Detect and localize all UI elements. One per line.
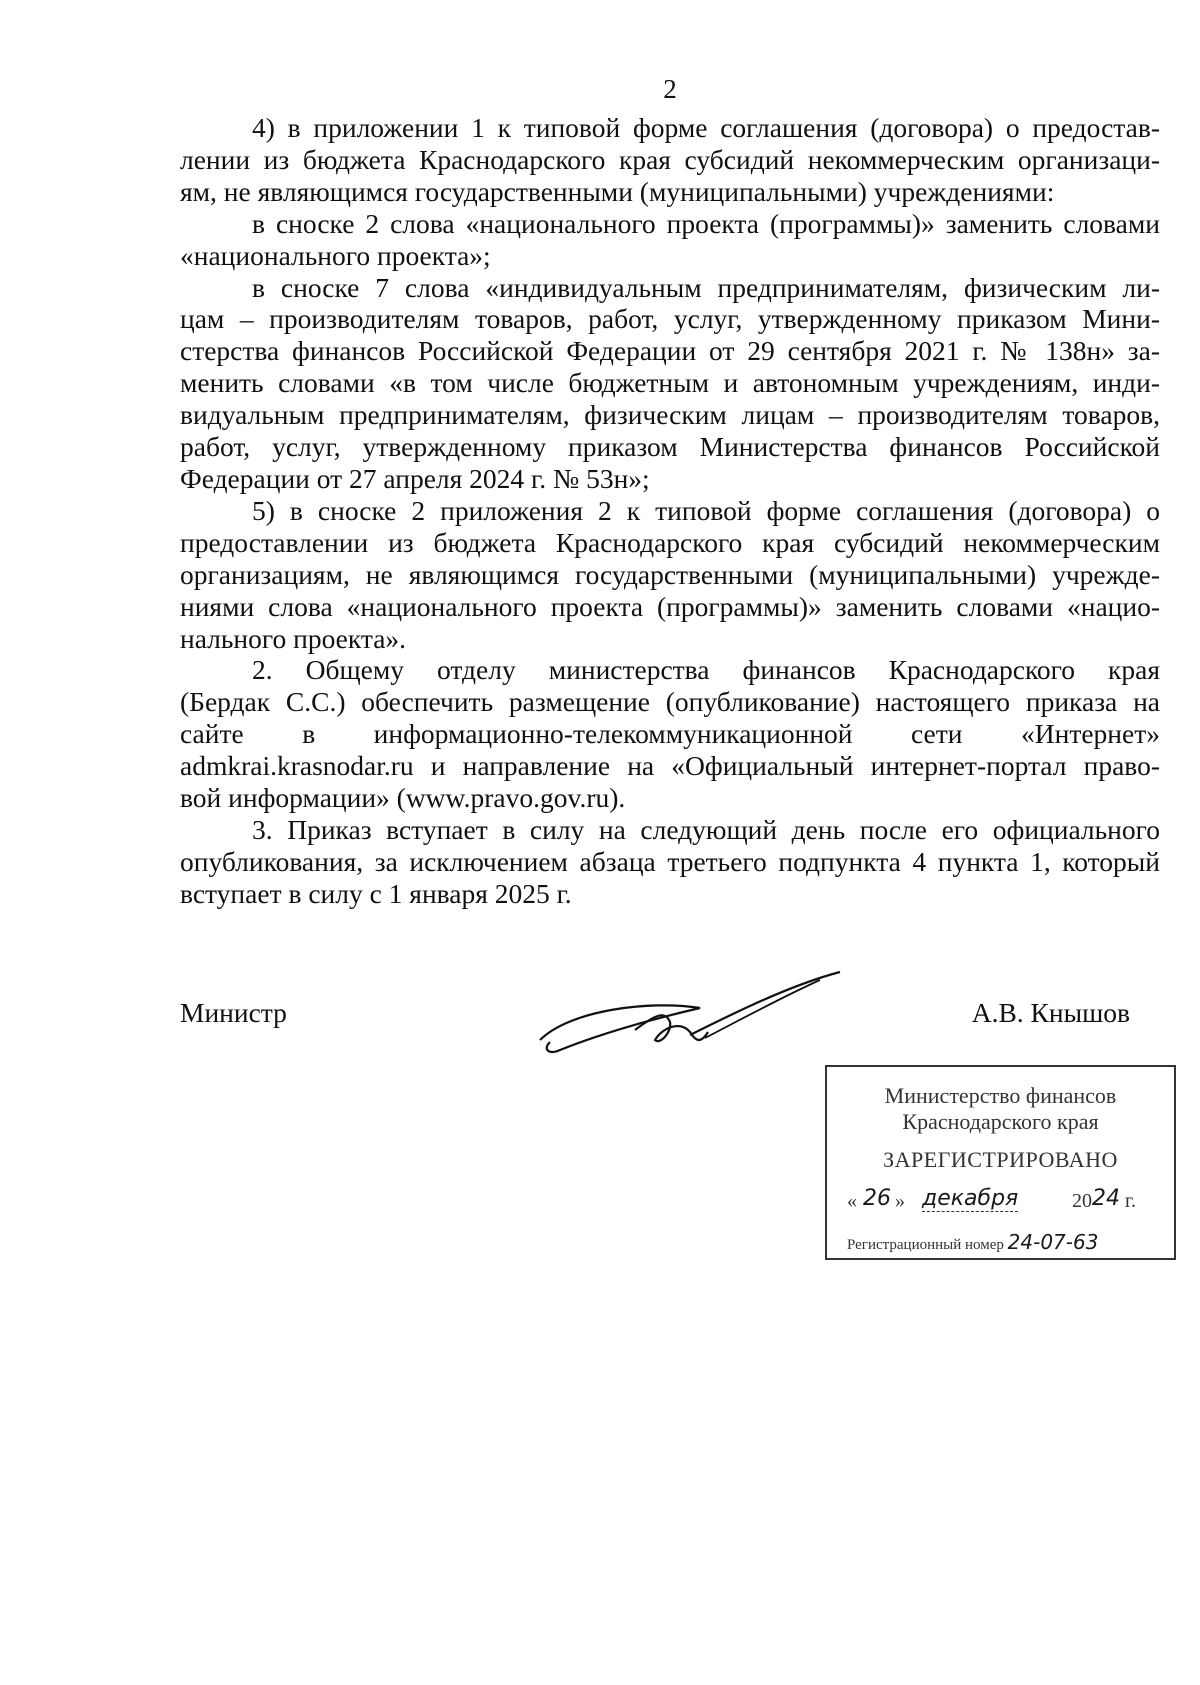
stamp-close-quote: » [895,1190,905,1212]
paragraph-line: 2. Общему отделу министерства финансов Краснодарского края [252,654,1160,686]
stamp-day: 26 [863,1186,891,1211]
paragraph-line: 4) в приложении 1 к типовой форме соглашения (договора) о предостав- [252,112,1160,143]
paragraph-line: 5) в сноске 2 приложения 2 к типовой форме соглашения (договора) о [252,494,1160,526]
paragraph-line: admkrai.krasnodar.ru и направление на «Официальный интернет-портал право- [180,750,1160,782]
paragraph-line: организациям, не являющимся государственными (муниципальными) учрежде- [180,558,1160,590]
paragraph-line: менить словами «в том числе бюджетным и автономным учреждениям, инди- [180,367,1160,399]
paragraph-line: вступает в силу с 1 января 2025 г. [180,877,572,909]
paragraph-line: в сноске 7 слова «индивидуальным предпринимателям, физическим ли- [252,271,1160,303]
stamp-year-suffix: 24 [1092,1186,1120,1211]
stamp-month: декабря [922,1186,1019,1211]
paragraph-line: «национального проекта»; [180,239,491,271]
paragraph-line: опубликования, за исключением абзаца третьего подпункта 4 пункта 1, который [180,845,1160,877]
stamp-date [847,1186,1164,1220]
document-body [180,112,1160,910]
paragraph-line: сайте в информационно-телекоммуникационной сети «Интернет» [180,718,1160,750]
stamp-reg-label: Регистрационный номер [847,1237,1004,1253]
stamp-open-quote: « [847,1190,857,1212]
stamp-registration [847,1230,1164,1254]
paragraph-line: видуальным предпринимателям, физическим лицам – производителям товаров, [180,399,1160,431]
stamp-year-prefix: 20 [1072,1190,1092,1212]
registration-stamp [825,1065,1176,1260]
paragraph-line: (Бердак С.С.) обеспечить размещение (опубликование) настоящего приказа на [180,686,1160,718]
stamp-ministry-line: Министерство финансов [884,1083,1117,1108]
paragraph-line: 3. Приказ вступает в силу на следующий день после его официального [252,813,1160,845]
paragraph-line: работ, услуг, утвержденному приказом Министерства финансов Российской [180,431,1160,463]
stamp-status: ЗАРЕГИСТРИРОВАНО [883,1147,1118,1172]
stamp-ministry [827,1083,1174,1135]
paragraph-line: нального проекта». [180,622,407,654]
paragraph-line: ям, не являющимся государственными (муниципальными) учреждениями: [180,175,1055,207]
paragraph-line: лении из бюджета Краснодарского края субсидий некоммерческим организаци- [180,143,1160,175]
paragraph-line: вой информации» (www.pravo.gov.ru). [180,782,626,814]
paragraph-line: стерства финансов Российской Федерации от 29 сентября 2021 г. № 138н» за- [180,335,1160,367]
handwritten-signature [530,970,850,1070]
paragraph-line: предоставлении из бюджета Краснодарского края субсидий некоммерческим [180,526,1160,558]
paragraph-line: цам – производителям товаров, работ, услуг, утвержденному приказом Мини- [180,303,1160,335]
page-number: 2 [663,74,677,104]
paragraph-line: в сноске 2 слова «национального проекта (программы)» заменить словами [252,207,1160,239]
stamp-ministry-line: Краснодарского края [902,1109,1099,1134]
paragraph-line: ниями слова «национального проекта (программы)» заменить словами «нацио- [180,590,1160,622]
paragraph-line: Федерации от 27 апреля 2024 г. № 53н»; [180,462,650,494]
signer-position: Министр [180,997,287,1028]
stamp-reg-number: 24-07-63 [1007,1230,1099,1254]
stamp-year-g: г. [1125,1190,1136,1212]
signer-name: А.В. Кнышов [971,997,1130,1028]
